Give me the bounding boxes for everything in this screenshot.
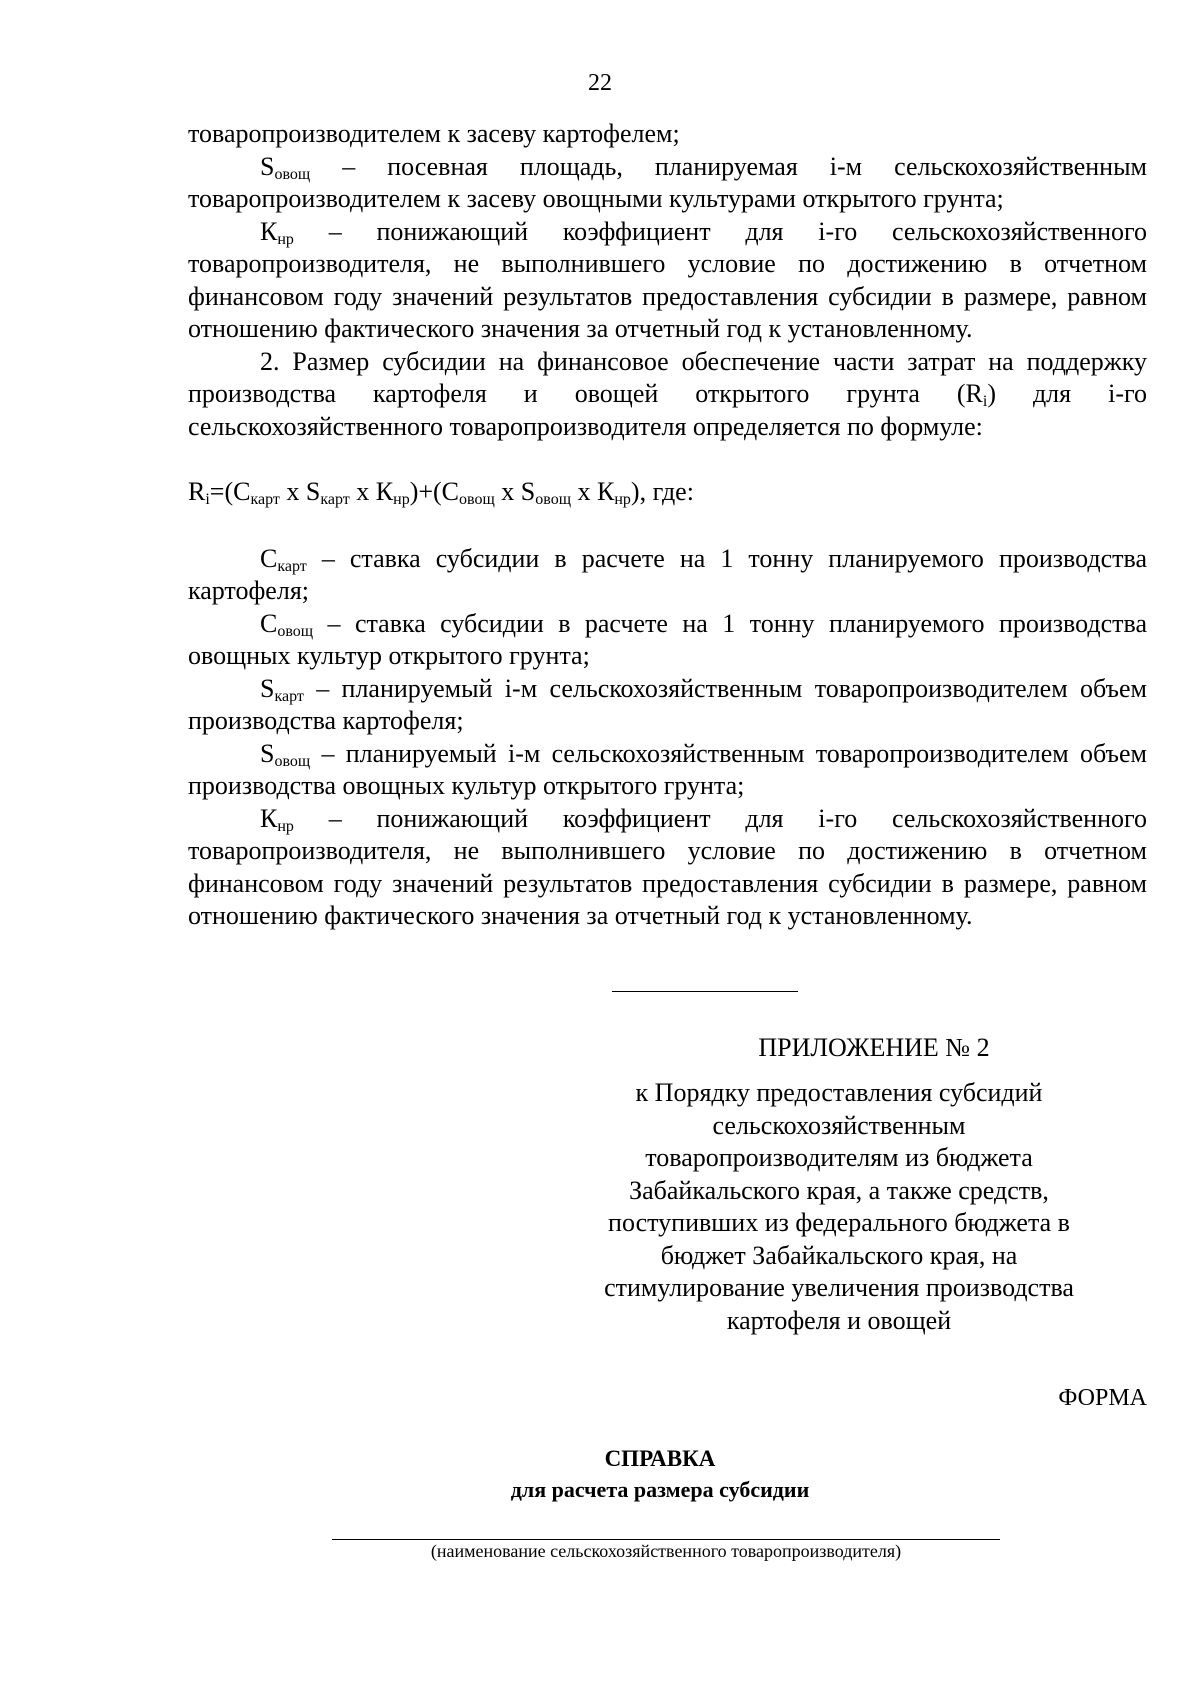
formula-part: х S xyxy=(279,477,321,506)
subscript: нр xyxy=(277,230,294,248)
formula-part: х К xyxy=(571,477,615,506)
symbol: К xyxy=(260,216,278,246)
subscript: нр xyxy=(277,817,294,835)
certificate-title: СПРАВКА xyxy=(604,1446,716,1471)
paragraph-text: 2. Размер субсидии на финансовое обеспечение части затрат на поддержку производства картофеля и овощей открытого грунта (R xyxy=(188,346,1147,408)
formula-sub: карт xyxy=(250,491,280,508)
subscript: овощ xyxy=(274,165,311,183)
formula-part: х К xyxy=(349,477,394,506)
formula-sub: нр xyxy=(614,491,631,508)
formula-sub: i xyxy=(205,491,210,508)
appendix-line: бюджет Забайкальского края, на xyxy=(660,1240,1018,1270)
symbol: С xyxy=(260,543,278,573)
definition-k-nr xyxy=(188,803,1147,933)
appendix-line: к Порядку предоставления субсидий xyxy=(635,1078,1043,1107)
subscript: карт xyxy=(274,687,304,705)
producer-name-caption: (наименование сельскохозяйственного товаропроизводителя) xyxy=(430,1541,902,1561)
symbol: S xyxy=(260,151,275,181)
formula-part: =(С xyxy=(209,477,251,506)
formula-part: )+(С xyxy=(409,477,460,506)
appendix-line: сельскохозяйственным xyxy=(712,1110,966,1140)
definition-c-kart xyxy=(188,543,1147,608)
paragraph-text: ) для i-го сельскохозяйственного товаропроизводителя определяется по формуле: xyxy=(188,379,1148,441)
producer-name-line xyxy=(332,1539,1000,1540)
page-number: 22 xyxy=(588,70,612,96)
body-text xyxy=(188,118,1147,933)
symbol: S xyxy=(260,673,275,703)
appendix-reference xyxy=(595,1077,1083,1337)
formula-part: х S xyxy=(494,477,536,506)
separator-line xyxy=(612,991,798,992)
appendix-line: картофеля и овощей xyxy=(726,1305,952,1335)
formula-part: R xyxy=(188,477,206,506)
symbol: К xyxy=(260,803,278,833)
paragraph-continuation: товаропроизводителем к засеву картофелем; xyxy=(188,119,680,148)
paragraph-k-nr xyxy=(188,216,1147,346)
formula-sub: карт xyxy=(320,491,350,508)
definition-s-kart xyxy=(188,673,1147,738)
subscript: карт xyxy=(277,557,307,575)
definition-text: – планируемый i-м сельскохозяйственным товаропроизводителем объем производства картофеля; xyxy=(188,673,1147,735)
definition-text: – ставка субсидии в расчете на 1 тонну планируемого производства овощных культур открытого грунта; xyxy=(188,608,1147,670)
formula-sub: овощ xyxy=(459,491,495,508)
subscript: i xyxy=(982,393,988,410)
certificate-subtitle: для расчета размера субсидии xyxy=(510,1477,810,1502)
definition-text: – понижающий коэффициент для i-го сельскохозяйственного товаропроизводителя, не выполнившего условие по достижению в отчетном финансовом году значений результатов предоставления субсидии в размере, равном отношению фактического значения за отчетный год к установленному. xyxy=(188,803,1147,930)
definition-text: – посевная площадь, планируемая i-м сельскохозяйственным товаропроизводителем к засеву овощными культурами открытого грунта; xyxy=(188,151,1147,213)
formula-sub: овощ xyxy=(535,491,572,508)
definition-s-ovosh xyxy=(188,738,1147,803)
appendix-line: товаропроизводителям из бюджета xyxy=(645,1143,1033,1172)
appendix-line: Забайкальского края, а также средств, xyxy=(629,1175,1049,1205)
paragraph-item-2 xyxy=(188,346,1147,444)
definition-c-ovosh xyxy=(188,608,1147,673)
definition-text: – понижающий коэффициент для i-го сельскохозяйственного товаропроизводителя, не выполнившего условие по достижению в отчетном финансовом году значений результатов предоставления субсидии в размере, равном отношению фактического значения за отчетный год к установленному. xyxy=(188,216,1147,343)
paragraph-s-ovosh xyxy=(188,151,1147,216)
formula-part: ), где: xyxy=(630,477,694,506)
subscript: овощ xyxy=(277,622,314,640)
appendix-line: стимулирование увеличения производства xyxy=(604,1273,1074,1302)
appendix-title: ПРИЛОЖЕНИЕ № 2 xyxy=(758,1033,990,1062)
definition-text: – ставка субсидии в расчете на 1 тонну планируемого производства картофеля; xyxy=(188,543,1147,605)
definition-text: – планируемый i-м сельскохозяйственным товаропроизводителем объем производства овощных культур открытого грунта; xyxy=(188,738,1147,800)
formula-sub: нр xyxy=(393,491,410,508)
symbol: С xyxy=(260,608,278,638)
form-label: ФОРМА xyxy=(1058,1385,1147,1411)
appendix-line: поступивших из федерального бюджета в xyxy=(608,1208,1070,1237)
subscript: овощ xyxy=(274,752,311,770)
formula xyxy=(188,476,1147,509)
symbol: S xyxy=(260,738,275,768)
